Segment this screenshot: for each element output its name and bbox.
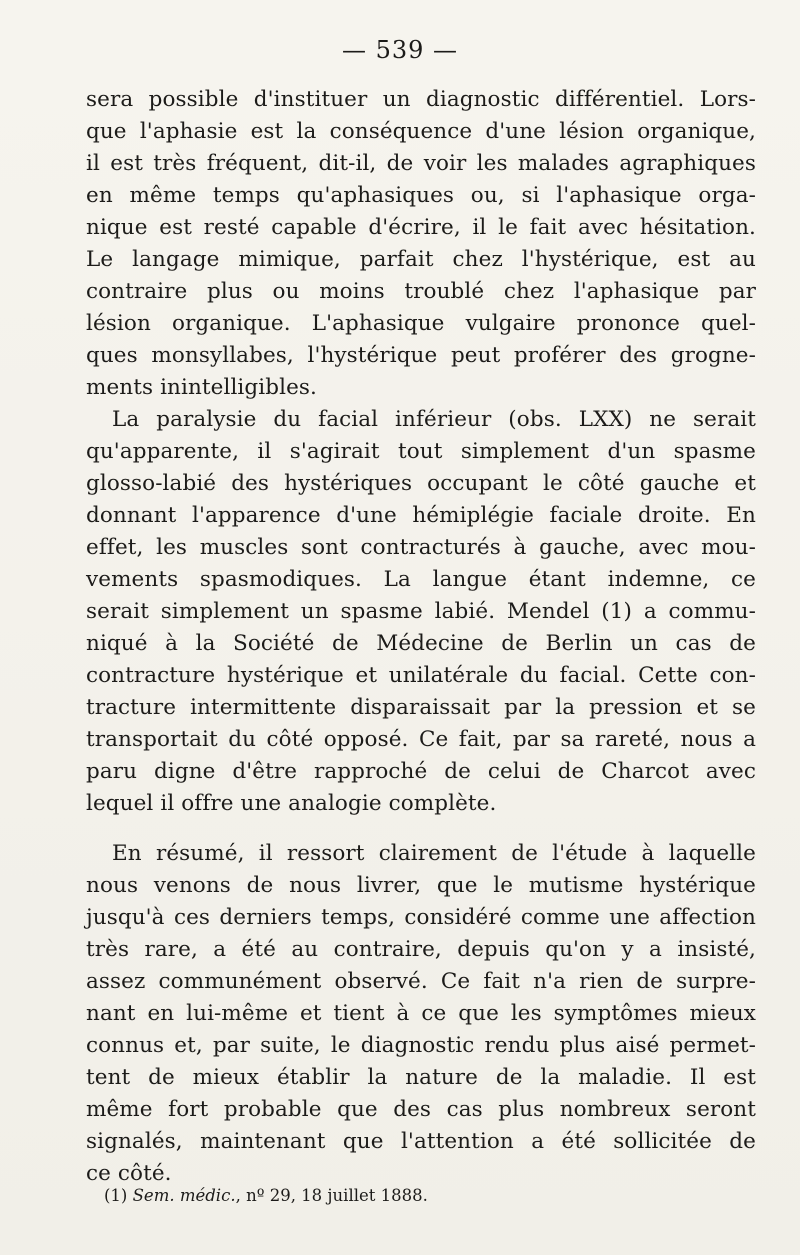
text-line: jusqu'à ces derniers temps, considéré comme une affection (86, 905, 756, 930)
text-line: très rare, a été au contraire, depuis qu'on y a insisté, (86, 937, 756, 962)
section-gap (86, 820, 756, 838)
text-line: ques monsyllabes, l'hystérique peut proférer des grogne- (86, 343, 756, 368)
text-line: contracture hystérique et unilatérale du facial. Cette con- (86, 663, 756, 688)
text-line: paru digne d'être rapproché de celui de Charcot avec (86, 759, 756, 784)
paragraph (86, 84, 756, 404)
text-line: assez communément observé. Ce fait n'a rien de surpre- (86, 969, 756, 994)
text-line: Le langage mimique, parfait chez l'hystérique, est au (86, 247, 756, 272)
text-line: signalés, maintenant que l'attention a été sollicitée de (86, 1129, 756, 1154)
text-line: sera possible d'instituer un diagnostic différentiel. Lors- (86, 87, 756, 112)
footnote-marker: (1) (104, 1186, 128, 1205)
footnote-source: Sem. médic. (132, 1186, 236, 1205)
text-line: ce côté. (86, 1161, 172, 1186)
text-line: contraire plus ou moins troublé chez l'aphasique par (86, 279, 756, 304)
text-line: en même temps qu'aphasiques ou, si l'aphasique orga- (86, 183, 756, 208)
text-line: ments inintelligibles. (86, 375, 317, 400)
paragraph (86, 838, 756, 1190)
text-line: même fort probable que des cas plus nombreux seront (86, 1097, 756, 1122)
text-line: connus et, par suite, le diagnostic rendu plus aisé permet- (86, 1033, 756, 1058)
text-line: transportait du côté opposé. Ce fait, par sa rareté, nous a (86, 727, 756, 752)
text-line: La paralysie du facial inférieur (obs. LXX) ne serait (112, 407, 756, 432)
text-line: lésion organique. L'aphasique vulgaire prononce quel- (86, 311, 756, 336)
text-line: il est très fréquent, dit-il, de voir les malades agraphiques (86, 151, 756, 176)
text-line: niqué à la Société de Médecine de Berlin un cas de (86, 631, 756, 656)
text-line: serait simplement un spasme labié. Mendel (1) a commu- (86, 599, 756, 624)
paragraph (86, 404, 756, 820)
text-line: En résumé, il ressort clairement de l'étude à laquelle (112, 841, 756, 866)
body-text (86, 84, 756, 1190)
text-line: tracture intermittente disparaissait par la pression et se (86, 695, 756, 720)
text-line: qu'apparente, il s'agirait tout simplement d'un spasme (86, 439, 756, 464)
text-line: donnant l'apparence d'une hémiplégie faciale droite. En (86, 503, 756, 528)
text-line: vements spasmodiques. La langue étant indemne, ce (86, 567, 756, 592)
text-line: tent de mieux établir la nature de la maladie. Il est (86, 1065, 756, 1090)
text-line: nant en lui-même et tient à ce que les symptômes mieux (86, 1001, 756, 1026)
text-line: nique est resté capable d'écrire, il le fait avec hésitation. (86, 215, 756, 240)
text-line: glosso-labié des hystériques occupant le côté gauche et (86, 471, 756, 496)
text-line: lequel il offre une analogie complète. (86, 791, 497, 816)
text-line: effet, les muscles sont contracturés à gauche, avec mou- (86, 535, 756, 560)
text-line: nous venons de nous livrer, que le mutisme hystérique (86, 873, 756, 898)
footnote-details: , nº 29, 18 juillet 1888. (235, 1186, 428, 1205)
text-line: que l'aphasie est la conséquence d'une lésion organique, (86, 119, 756, 144)
page-number: — 539 — (341, 36, 459, 64)
footnote (104, 1186, 428, 1205)
